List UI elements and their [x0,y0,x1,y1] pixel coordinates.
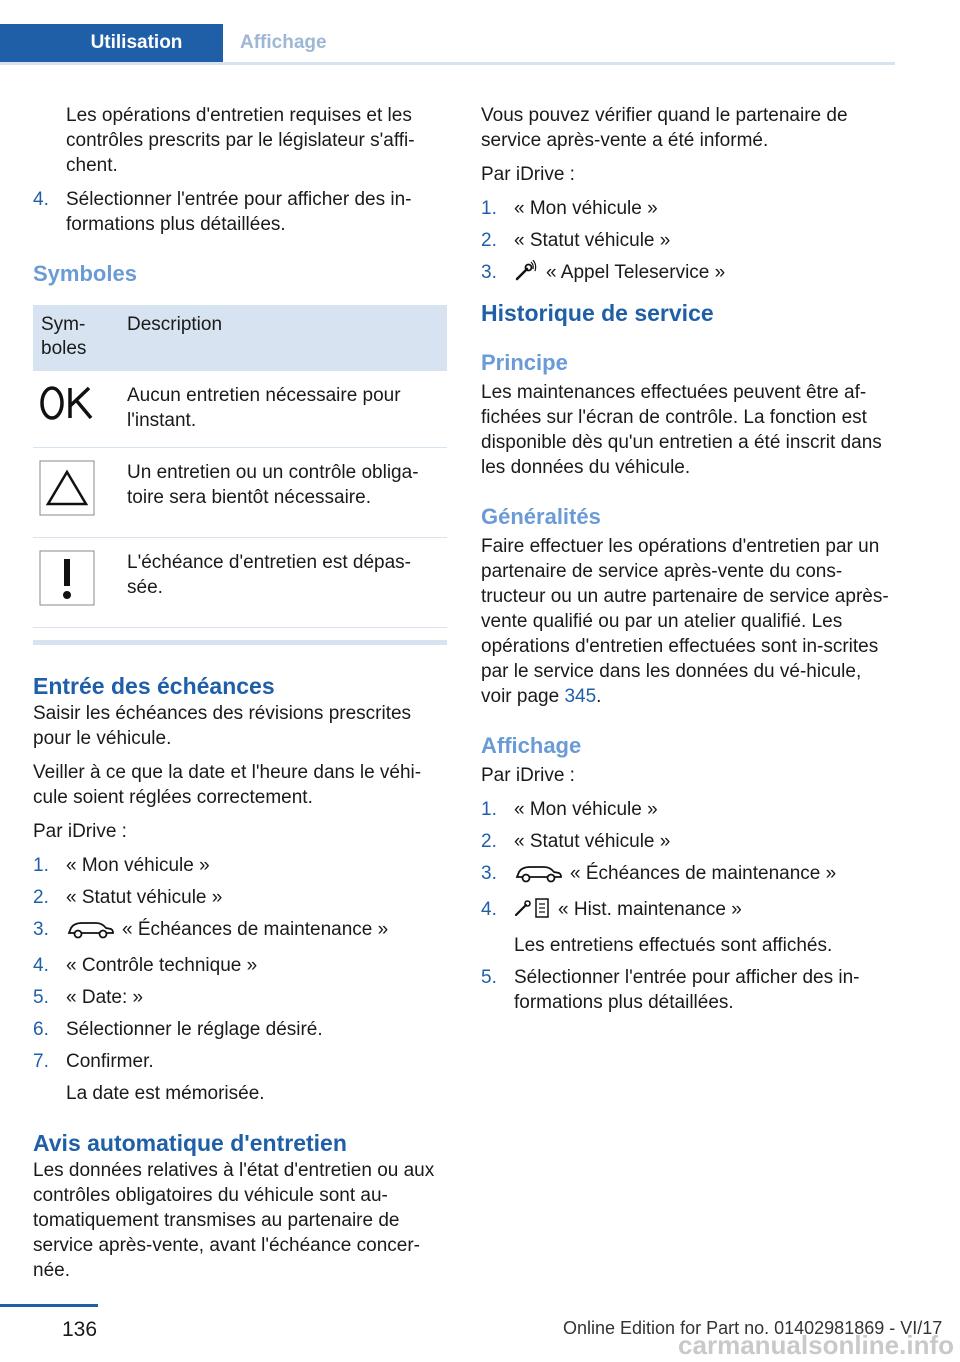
entree-heading: Entrée des échéances [33,673,275,699]
affichage-heading: Affichage [481,733,582,758]
table-header-description: Description [119,305,447,371]
list-item [481,228,895,253]
generalites-heading: Généralités [481,504,601,529]
car-icon [514,863,562,890]
paragraph: Vous pouvez vérifier quand le partenaire de service après-vente a été informé. [481,105,848,151]
list-number: 1. [481,799,497,820]
list-text: Sélectionner l'entrée pour afficher des in-formations plus détaillées. [514,967,860,1013]
paragraph: Les données relatives à l'état d'entretien ou aux contrôles obligatoires du véhicule sont au-tomatiquement transmises au partenaire de service après-vente, avant l'échéance concer-née. [33,1160,435,1281]
list-text: « Échéances de maintenance » [122,919,389,940]
exclamation-icon [39,590,95,611]
paragraph: Les maintenances effectuées peuvent être af-fichées sur l'écran de contrôle. La fonction est disponible dès qu'un entretien a été inscrit dans les données du véhicule. [481,382,882,478]
entree-steps [33,853,447,1106]
ok-icon [39,407,95,428]
list-number: 4. [481,899,497,920]
edition-text: Online Edition for Part no. 01402981869 - VI/17 [563,1318,943,1338]
tab-utilisation[interactable] [0,24,223,62]
intro-continuation: Les opérations d'entretien requises et les contrôles prescrits par le législateur s'affi-chent. [66,105,415,176]
list-text: Sélectionner le réglage désiré. [66,1019,323,1040]
page-link[interactable]: 345 [564,686,597,707]
tab-utilisation-label: Utilisation [90,32,183,53]
list-item [481,196,895,221]
list-item [33,1017,447,1042]
symbol-cell [33,538,119,628]
header-tabbar [0,24,895,65]
table-end-rule [33,640,447,645]
symboles-heading: Symboles [33,261,137,286]
warning-triangle-icon [39,500,95,521]
list-text: Sélectionner l'entrée pour afficher des in-formations plus détaillées. [66,189,412,235]
historique-heading: Historique de service [481,300,714,326]
page-number: 136 [62,1318,98,1341]
list-text: Confirmer. [66,1051,154,1072]
paragraph: Par iDrive : [33,821,127,842]
list-number: 4. [33,189,49,210]
list-text: « Contrôle technique » [66,955,258,976]
symbol-description: Aucun entretien nécessaire pour l'instant. [119,371,447,448]
list-item [33,953,447,978]
list-item [33,917,447,946]
list-text: « Échéances de maintenance » [570,863,837,884]
list-text: « Date: » [66,987,144,1008]
list-number: 1. [33,855,49,876]
paragraph: Par iDrive : [481,765,575,786]
affichage-steps [481,797,895,1015]
list-text: « Mon véhicule » [66,855,210,876]
avis-heading: Avis automatique d'entretien [33,1130,347,1156]
list-item [33,187,447,237]
table-row [33,371,447,448]
list-number: 6. [33,1019,49,1040]
teleservice-steps [481,196,895,289]
list-number: 7. [33,1051,49,1072]
symbol-description: L'échéance d'entretien est dépas-sée. [119,538,447,628]
symbol-cell [33,371,119,448]
list-number: 2. [481,230,497,251]
paragraph: Saisir les échéances des révisions prescrites pour le véhicule. [33,703,412,749]
list-item [481,829,895,854]
table-row [33,538,447,628]
wrench-signal-icon [514,260,538,289]
list-item [33,985,447,1010]
footer-rule [0,1304,98,1307]
tab-affichage[interactable]: Affichage [240,32,327,53]
list-number: 3. [481,262,497,283]
list-item [481,965,895,1015]
list-text: « Statut véhicule » [66,887,223,908]
list-text: « Statut véhicule » [514,230,671,251]
list-number: 5. [481,967,497,988]
principe-heading: Principe [481,350,568,375]
list-text: « Appel Teleservice » [546,262,726,283]
list-text: « Hist. maintenance » [558,899,742,920]
list-number: 2. [33,887,49,908]
paragraph-text: Faire effectuer les opérations d'entretien par un partenaire de service après-vente du cons-tructeur ou un autre partenaire de service après-vente qualifié ou par un atelier qualifié. Les opérations d'entretien effectuées sont in-scrites par le service dans les données du vé-hicule, voir page [481,536,889,707]
paragraph: Par iDrive : [481,164,575,185]
list-item [33,885,447,910]
symbol-cell [33,448,119,538]
list-text: « Statut véhicule » [514,831,671,852]
table-header-symbols: Sym-boles [33,305,119,371]
list-item [481,897,895,958]
list-number: 3. [33,919,49,940]
list-subtext: Les entretiens effectués sont affichés. [514,935,833,956]
list-item [33,853,447,878]
list-item [481,260,895,289]
list-number: 1. [481,198,497,219]
watermark: carmanualsonline.info [678,1330,954,1360]
list-text: « Mon véhicule » [514,198,658,219]
paragraph [481,534,895,709]
list-text: « Mon véhicule » [514,799,658,820]
left-column [33,103,447,1292]
list-item [481,861,895,890]
table-row [33,448,447,538]
list-subtext: La date est mémorisée. [66,1083,265,1104]
service-history-icon [514,897,550,926]
list-number: 3. [481,863,497,884]
paragraph: Veiller à ce que la date et l'heure dans le véhi-cule soient réglées correctement. [33,762,422,808]
symbols-table [33,305,447,628]
list-item [481,797,895,822]
list-number: 2. [481,831,497,852]
paragraph-text: . [596,686,602,707]
right-column [481,103,895,1024]
list-item [33,1049,447,1106]
car-icon [66,919,114,946]
list-number: 5. [33,987,49,1008]
symbol-description: Un entretien ou un contrôle obliga-toire sera bientôt nécessaire. [119,448,447,538]
list-number: 4. [33,955,49,976]
